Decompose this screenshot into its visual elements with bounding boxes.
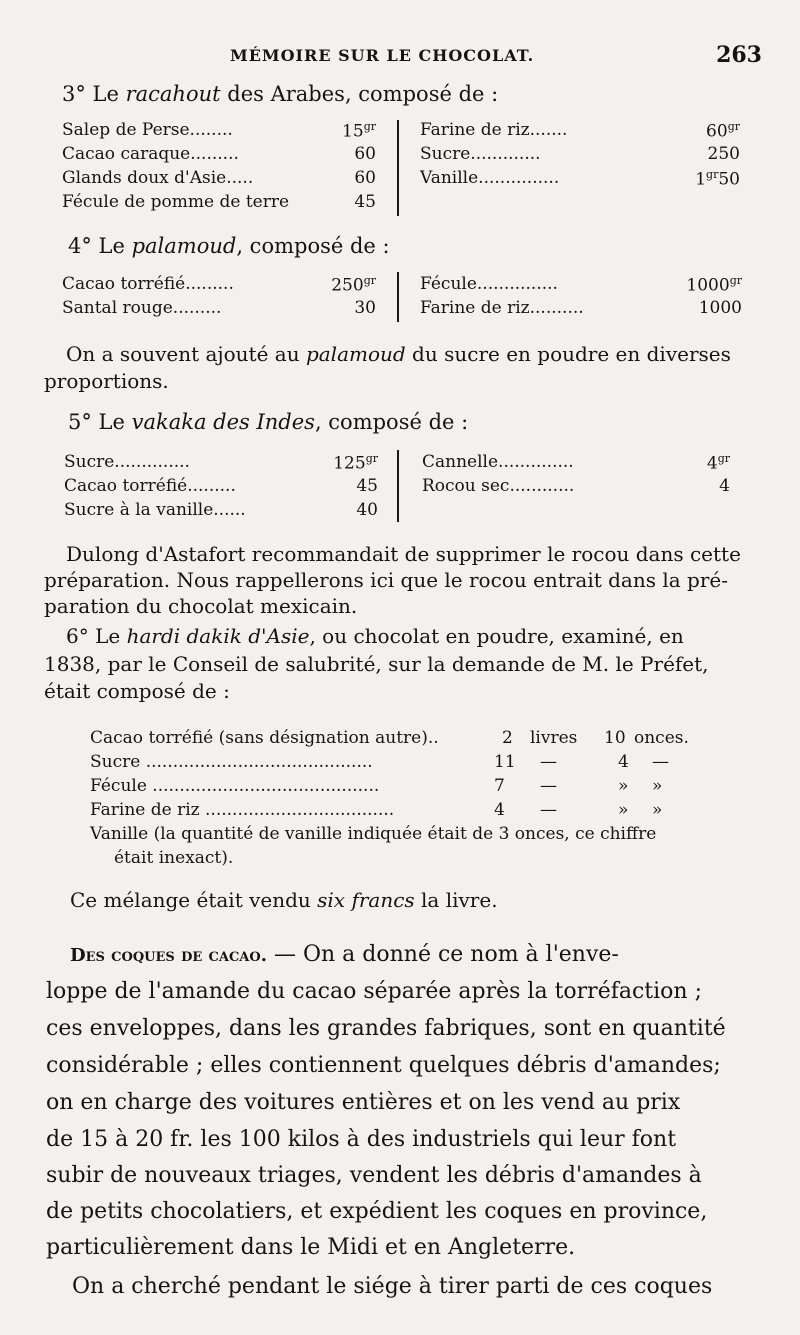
page-number: 263 <box>716 42 762 68</box>
vakaka-right-item-name: Cannelle.............. <box>422 452 574 472</box>
racahout-left-item-name: Cacao caraque......... <box>62 144 239 164</box>
coques-line-7: subir de nouveaux triages, vendent les débris d'amandes à <box>46 1163 702 1188</box>
hardi-onces-unit: — <box>652 752 669 772</box>
hardi-onces-unit: » <box>652 776 663 796</box>
hardi-onces-value: 4 <box>618 752 629 772</box>
racahout-right-row <box>420 168 740 190</box>
coques-line-10: On a cherché pendant le siége à tirer parti de ces coques <box>72 1274 713 1299</box>
palamoud-note-line-1: On a souvent ajouté au palamoud du sucre en poudre en diverses <box>66 342 731 366</box>
hardi-onces-unit: » <box>652 800 663 820</box>
hardi-item-name: Cacao torréfié (sans désignation autre).. <box>90 728 439 748</box>
hardi-livres-value: 7 <box>494 776 505 796</box>
racahout-right-item-quantity: 250 <box>707 144 740 164</box>
running-title: MÉMOIRE SUR LE CHOCOLAT. <box>230 46 535 65</box>
vakaka-note-line-2: préparation. Nous rappellerons ici que le rocou entrait dans la pré- <box>44 568 728 592</box>
vakaka-note-line-3: paration du chocolat mexicain. <box>44 594 358 618</box>
racahout-left-item-quantity: 60 <box>354 144 376 164</box>
vanille-note-line-2: était inexact). <box>114 848 234 868</box>
hardi-item-name: Sucre .......................................... <box>90 752 373 772</box>
vakaka-left-item-quantity: 45 <box>356 476 378 496</box>
palamoud-right-row <box>420 274 742 296</box>
palamoud-left-item-quantity: 30 <box>354 298 376 318</box>
coques-line-8: de petits chocolatiers, et expédient les coques en province, <box>46 1199 708 1224</box>
vakaka-heading: 5° Le vakaka des Indes, composé de : <box>68 410 469 434</box>
coques-line-4: considérable ; elles contiennent quelques débris d'amandes; <box>46 1053 721 1078</box>
coques-line-1: Des coques de cacao. — On a donné ce nom à l'enve- <box>70 942 619 967</box>
hardi-row <box>90 776 710 798</box>
hardi-livres-unit: livres <box>530 728 578 748</box>
vakaka-right-row <box>422 476 730 498</box>
vakaka-right-item-name: Rocou sec............ <box>422 476 575 496</box>
racahout-right-item-name: Vanille............... <box>420 168 560 188</box>
hardi-item-name: Fécule .......................................... <box>90 776 380 796</box>
racahout-left-row <box>62 144 376 166</box>
vanille-note-line-1: Vanille (la quantité de vanille indiquée était de 3 onces, ce chiffre <box>90 824 657 844</box>
coques-line-9: particulièrement dans le Midi et en Angleterre. <box>46 1235 576 1260</box>
racahout-right-row <box>420 144 740 166</box>
palamoud-left-item-quantity: $250^{gr}$ <box>331 274 376 296</box>
racahout-left-item-name: Fécule de pomme de terre <box>62 192 290 212</box>
racahout-right-item-name: Sucre............. <box>420 144 541 164</box>
palamoud-left-item-name: Santal rouge......... <box>62 298 222 318</box>
vakaka-right-item-quantity: 4 <box>719 476 730 496</box>
hardi-livres-unit: — <box>540 776 557 796</box>
price-line: Ce mélange était vendu six francs la livre. <box>70 888 498 912</box>
page-header <box>0 40 800 74</box>
racahout-left-item-quantity: 45 <box>354 192 376 212</box>
palamoud-left-row <box>62 298 376 320</box>
coques-line-6: de 15 à 20 fr. les 100 kilos à des industriels qui leur font <box>46 1127 677 1152</box>
hardi-onces-value: » <box>618 776 629 796</box>
coques-line-2: loppe de l'amande du cacao séparée après la torréfaction ; <box>46 979 702 1004</box>
racahout-left-item-name: Salep de Perse........ <box>62 120 233 140</box>
palamoud-right-item-name: Fécule............... <box>420 274 558 294</box>
racahout-heading: 3° Le racahout des Arabes, composé de : <box>62 82 499 106</box>
coques-line-3: ces enveloppes, dans les grandes fabriques, sont en quantité <box>46 1016 726 1041</box>
hardi-livres-value: 2 <box>502 728 513 748</box>
vakaka-note-line-1: Dulong d'Astafort recommandait de supprimer le rocou dans cette <box>66 542 741 566</box>
hardi-row <box>90 752 710 774</box>
vakaka-left-row <box>64 500 378 522</box>
racahout-left-row <box>62 120 376 142</box>
palamoud-right-item-name: Farine de riz.......... <box>420 298 584 318</box>
racahout-right-row <box>420 120 740 142</box>
racahout-right-item-name: Farine de riz....... <box>420 120 568 140</box>
hardi-intro-line-2: 1838, par le Conseil de salubrité, sur la demande de M. le Préfet, <box>44 652 709 676</box>
vakaka-left-item-quantity: $125^{gr}$ <box>333 452 378 474</box>
palamoud-right-item-quantity: 1000 <box>698 298 742 318</box>
vakaka-divider <box>397 450 399 522</box>
vakaka-left-row <box>64 452 378 474</box>
vakaka-left-item-name: Sucre à la vanille...... <box>64 500 246 520</box>
racahout-left-item-quantity: $15^{gr}$ <box>342 120 376 142</box>
racahout-right-item-quantity: $1^{gr}50$ <box>695 168 740 190</box>
racahout-right-item-quantity: $60^{gr}$ <box>706 120 740 142</box>
coques-title: Des coques de cacao. <box>70 945 267 966</box>
racahout-divider <box>397 120 399 216</box>
hardi-onces-value: 10 <box>604 728 626 748</box>
racahout-left-row <box>62 192 376 214</box>
hardi-livres-value: 11 <box>494 752 516 772</box>
hardi-intro-line-1: 6° Le hardi dakik d'Asie, ou chocolat en poudre, examiné, en <box>66 624 684 648</box>
vakaka-right-row <box>422 452 730 474</box>
vakaka-right-item-quantity: $4^{gr}$ <box>706 452 730 474</box>
vakaka-left-item-quantity: 40 <box>356 500 378 520</box>
hardi-intro-line-3: était composé de : <box>44 679 230 703</box>
palamoud-note-line-2: proportions. <box>44 369 169 393</box>
palamoud-right-item-quantity: $1000^{gr}$ <box>686 274 742 296</box>
vakaka-left-item-name: Cacao torréfié......... <box>64 476 236 496</box>
racahout-left-item-quantity: 60 <box>354 168 376 188</box>
palamoud-left-item-name: Cacao torréfié......... <box>62 274 234 294</box>
palamoud-heading: 4° Le palamoud, composé de : <box>68 234 390 258</box>
racahout-left-item-name: Glands doux d'Asie..... <box>62 168 254 188</box>
coques-line-5: on en charge des voitures entières et on les vend au prix <box>46 1090 681 1115</box>
hardi-row <box>90 800 710 822</box>
palamoud-left-row <box>62 274 376 296</box>
hardi-livres-unit: — <box>540 800 557 820</box>
hardi-onces-value: » <box>618 800 629 820</box>
hardi-item-name: Farine de riz ................................... <box>90 800 395 820</box>
racahout-left-row <box>62 168 376 190</box>
hardi-livres-unit: — <box>540 752 557 772</box>
hardi-onces-unit: onces. <box>634 728 689 748</box>
hardi-livres-value: 4 <box>494 800 505 820</box>
palamoud-divider <box>397 272 399 322</box>
vakaka-left-row <box>64 476 378 498</box>
hardi-row <box>90 728 710 750</box>
palamoud-right-row <box>420 298 742 320</box>
vakaka-left-item-name: Sucre.............. <box>64 452 190 472</box>
